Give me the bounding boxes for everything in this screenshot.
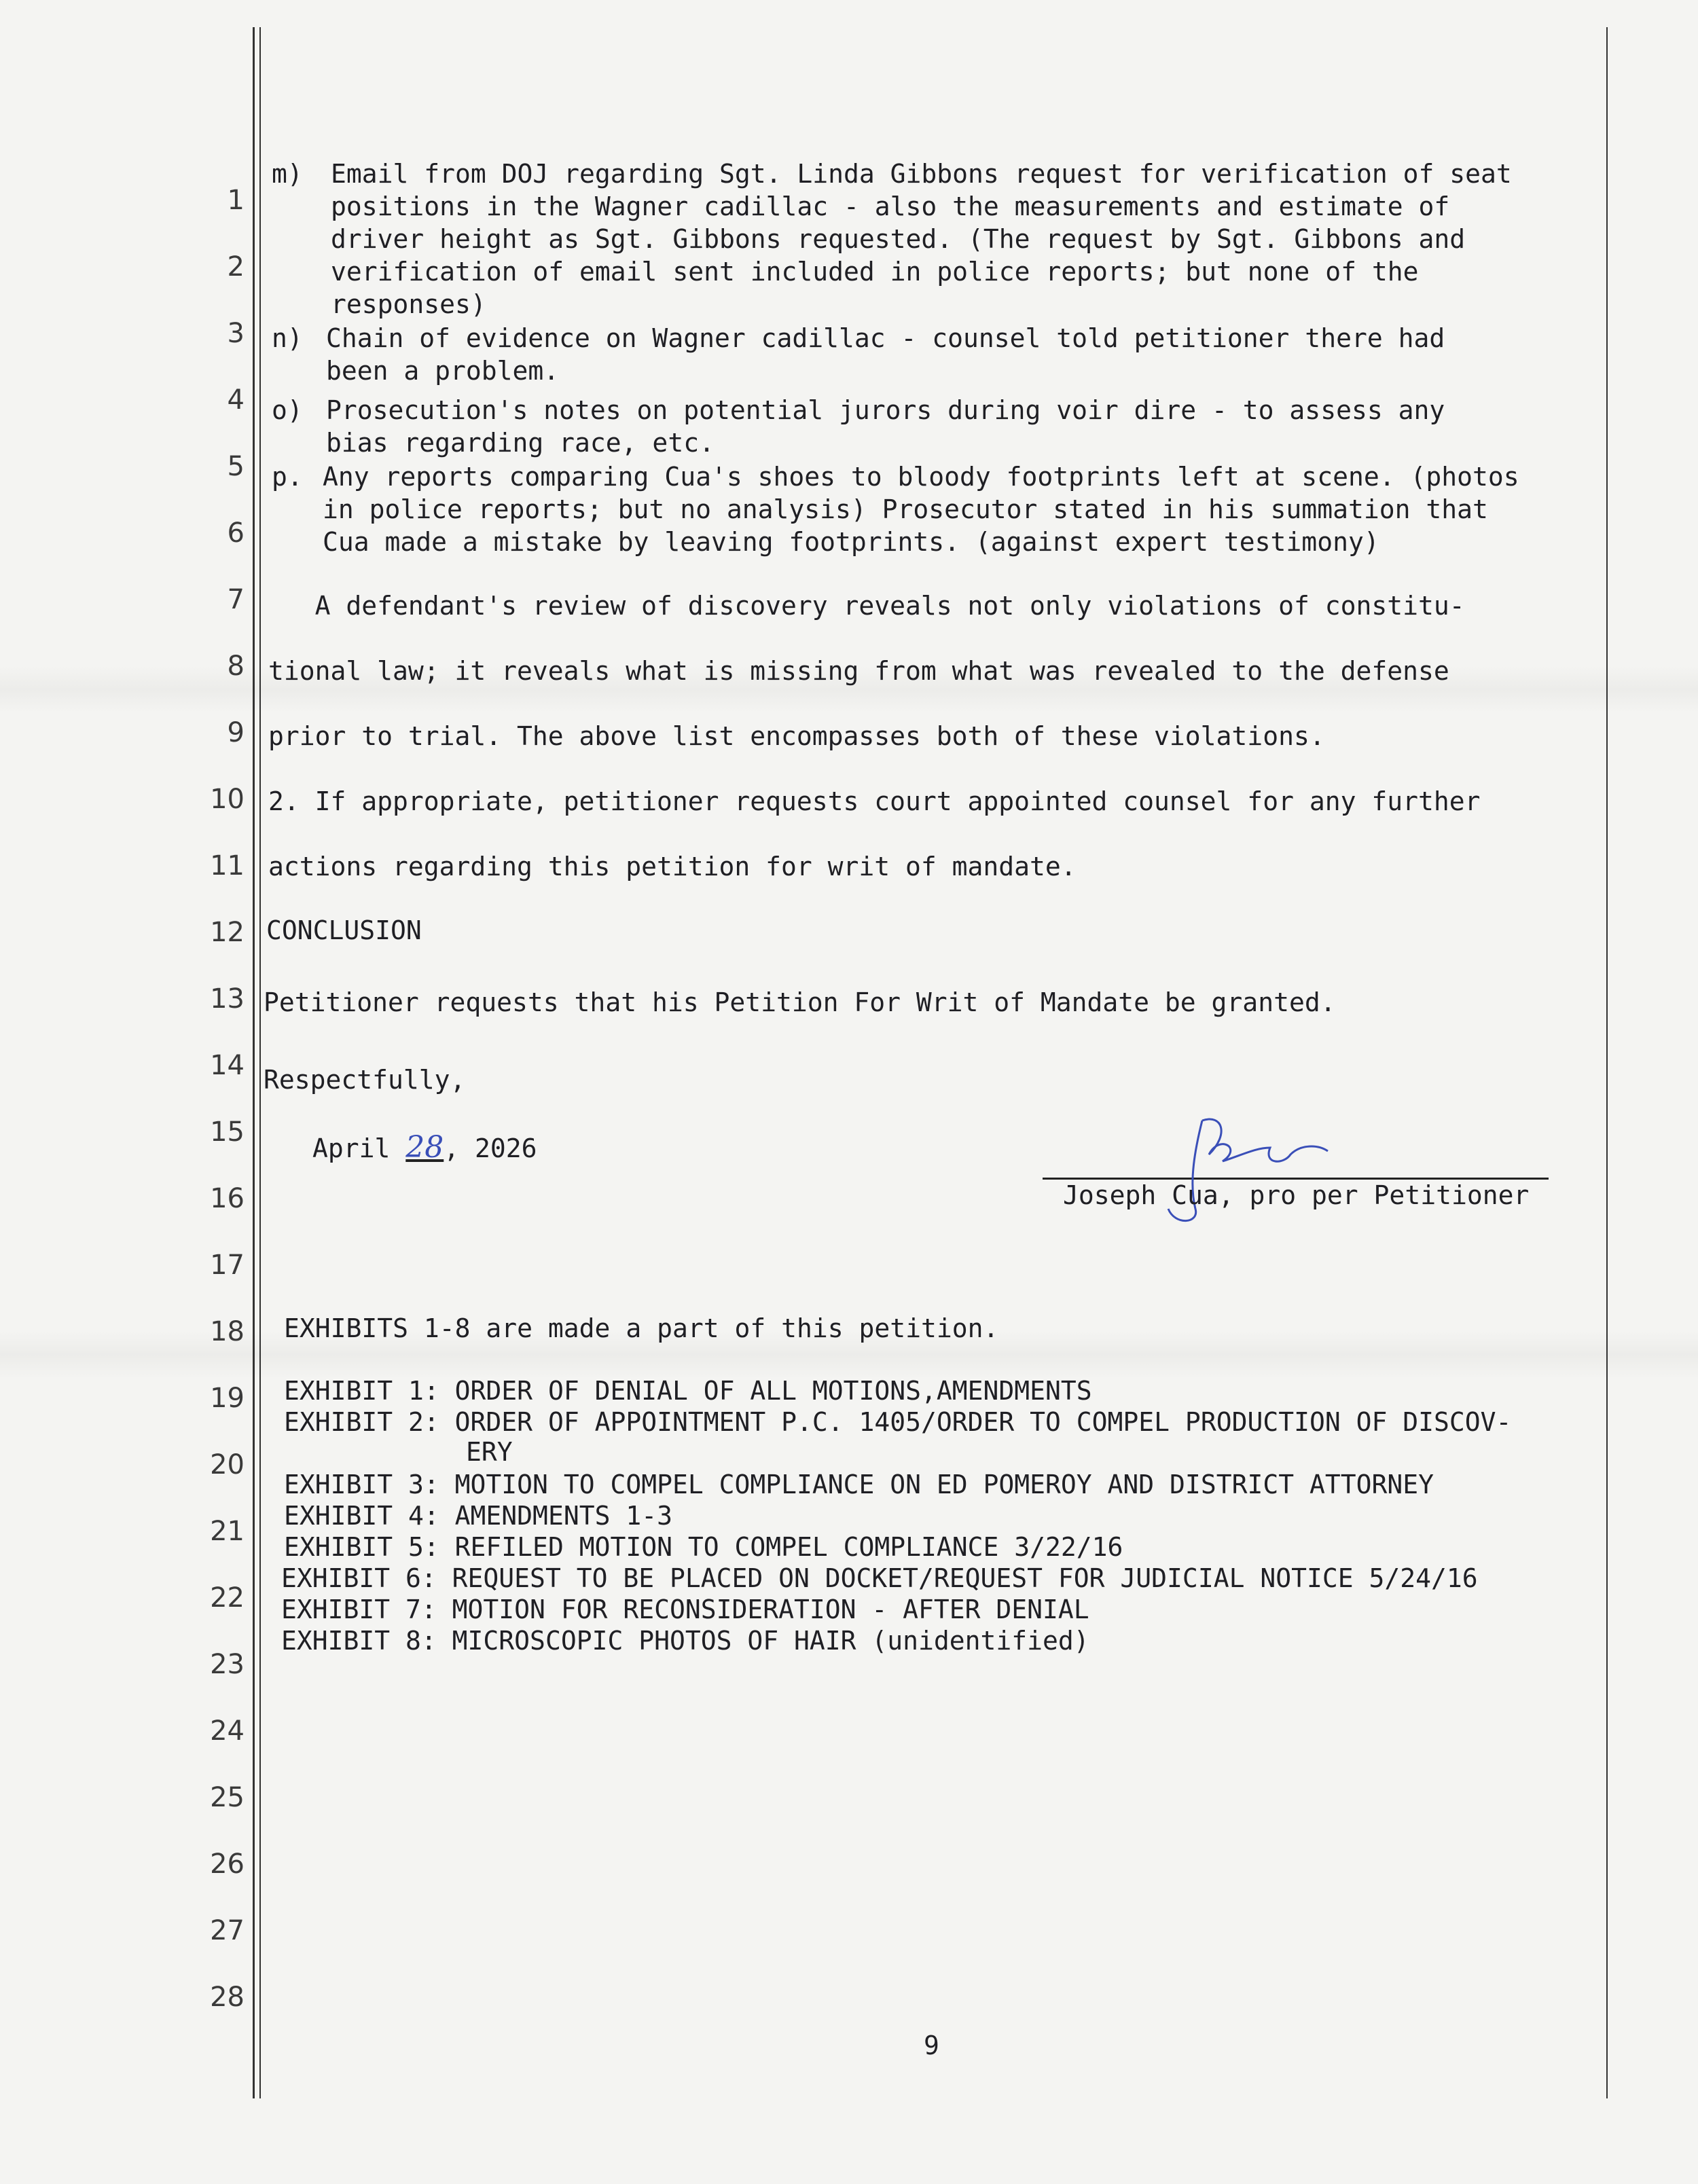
item-label: p. (272, 462, 303, 492)
line-number: 26 (210, 1849, 245, 1880)
exhibit-label: EXHIBIT 3: (284, 1470, 439, 1499)
line-number: 16 (210, 1183, 245, 1214)
exhibit-item (281, 1626, 1089, 1656)
exhibit-item (284, 1470, 1434, 1499)
line-number: 24 (210, 1715, 245, 1747)
body-line: tional law; it reveals what is missing from what was revealed to the defense (268, 656, 1449, 686)
line-number: 4 (227, 384, 245, 416)
conclusion-text: Petitioner requests that his Petition For Writ of Mandate be granted. (264, 987, 1336, 1017)
exhibit-title-continuation: ERY (466, 1437, 513, 1467)
item-text-line: Any reports comparing Cua's shoes to bloody footprints left at scene. (photos (323, 462, 1519, 492)
handwritten-day: 28 (405, 1130, 444, 1165)
date-prefix: April (312, 1133, 406, 1163)
line-number: 1 (227, 185, 245, 216)
line-number: 11 (210, 850, 245, 881)
line-number: 17 (210, 1250, 245, 1281)
item-text-line: Cua made a mistake by leaving footprints. (against expert testimony) (323, 527, 1379, 557)
line-number: 7 (227, 584, 245, 615)
body-line: prior to trial. The above list encompasses both of these violations. (268, 721, 1325, 751)
exhibit-label: EXHIBIT 2: (284, 1407, 439, 1437)
item-text-line: responses) (331, 289, 486, 319)
exhibit-title: MOTION FOR RECONSIDERATION - AFTER DENIAL (452, 1595, 1089, 1624)
exhibit-label: EXHIBIT 4: (284, 1501, 439, 1531)
item-text-line: in police reports; but no analysis) Prosecutor stated in his summation that (323, 494, 1488, 524)
line-number: 3 (227, 318, 245, 349)
body-line: actions regarding this petition for writ of mandate. (268, 852, 1077, 881)
right-margin-rule (1606, 27, 1608, 2098)
left-margin-rule (253, 27, 255, 2098)
item-text-line: driver height as Sgt. Gibbons requested. (The request by Sgt. Gibbons and (331, 224, 1466, 254)
closing: Respectfully, (264, 1065, 466, 1095)
exhibit-item (284, 1532, 1123, 1562)
signer-name: Joseph Cua, pro per Petitioner (1063, 1180, 1530, 1210)
line-number: 27 (210, 1915, 245, 1946)
exhibit-title: REFILED MOTION TO COMPEL COMPLIANCE 3/22/16 (454, 1532, 1123, 1562)
exhibit-title: REQUEST TO BE PLACED ON DOCKET/REQUEST FOR JUDICIAL NOTICE 5/24/16 (452, 1563, 1478, 1593)
item-text-line: Prosecution's notes on potential jurors during voir dire - to assess any (326, 395, 1445, 425)
line-number: 28 (210, 1982, 245, 2013)
item-text-line: Email from DOJ regarding Sgt. Linda Gibbons request for verification of seat (331, 159, 1512, 189)
exhibit-item (284, 1501, 672, 1531)
line-number: 15 (210, 1116, 245, 1148)
exhibit-title: MOTION TO COMPEL COMPLIANCE ON ED POMEROY AND DISTRICT ATTORNEY (454, 1470, 1434, 1499)
line-number: 20 (210, 1449, 245, 1480)
exhibit-label: EXHIBIT 7: (281, 1595, 437, 1624)
line-number: 5 (227, 451, 245, 482)
exhibit-label: EXHIBIT 5: (284, 1532, 439, 1562)
item-text-line: been a problem. (326, 356, 560, 386)
exhibit-label: EXHIBIT 6: (281, 1563, 437, 1593)
date-suffix: , 2026 (444, 1133, 537, 1163)
item-label: o) (272, 395, 303, 425)
line-number: 13 (210, 983, 245, 1015)
exhibit-item (281, 1563, 1478, 1593)
item-label: n) (272, 323, 303, 353)
line-number: 14 (210, 1050, 245, 1081)
exhibit-item (284, 1407, 1511, 1437)
body-line: A defendant's review of discovery reveals not only violations of constitu- (268, 591, 1465, 621)
exhibit-title: ORDER OF APPOINTMENT P.C. 1405/ORDER TO COMPEL PRODUCTION OF DISCOV- (454, 1407, 1512, 1437)
signature-date (312, 1131, 537, 1165)
line-number: 10 (210, 784, 245, 815)
item-text-line: bias regarding race, etc. (326, 428, 715, 458)
exhibits-intro: EXHIBITS 1-8 are made a part of this petition. (284, 1313, 999, 1343)
exhibit-item (284, 1376, 1092, 1406)
exhibit-title: ORDER OF DENIAL OF ALL MOTIONS,AMENDMENTS (454, 1376, 1092, 1406)
exhibit-title: AMENDMENTS 1-3 (454, 1501, 672, 1531)
item-text-line: positions in the Wagner cadillac - also the measurements and estimate of (331, 192, 1450, 221)
line-number: 12 (210, 917, 245, 948)
exhibit-title: MICROSCOPIC PHOTOS OF HAIR (unidentified) (452, 1626, 1089, 1656)
line-number: 19 (210, 1383, 245, 1414)
line-number: 8 (227, 651, 245, 682)
left-margin-rule (259, 27, 261, 2098)
line-number: 23 (210, 1649, 245, 1680)
page-number: 9 (924, 2031, 939, 2060)
line-number: 21 (210, 1516, 245, 1547)
item-text-line: Chain of evidence on Wagner cadillac - counsel told petitioner there had (326, 323, 1445, 353)
exhibit-label: EXHIBIT 8: (281, 1626, 437, 1656)
conclusion-heading: CONCLUSION (266, 915, 422, 945)
item-text-line: verification of email sent included in police reports; but none of the (331, 257, 1419, 287)
line-number: 18 (210, 1316, 245, 1347)
line-number: 2 (227, 251, 245, 283)
exhibit-label: EXHIBIT 1: (284, 1376, 439, 1406)
exhibit-item (281, 1595, 1089, 1624)
item-label: m) (272, 159, 303, 189)
line-number: 6 (227, 517, 245, 549)
line-number: 25 (210, 1782, 245, 1813)
body-line: 2. If appropriate, petitioner requests court appointed counsel for any further (268, 786, 1481, 816)
line-number: 9 (227, 717, 245, 748)
line-number: 22 (210, 1582, 245, 1614)
